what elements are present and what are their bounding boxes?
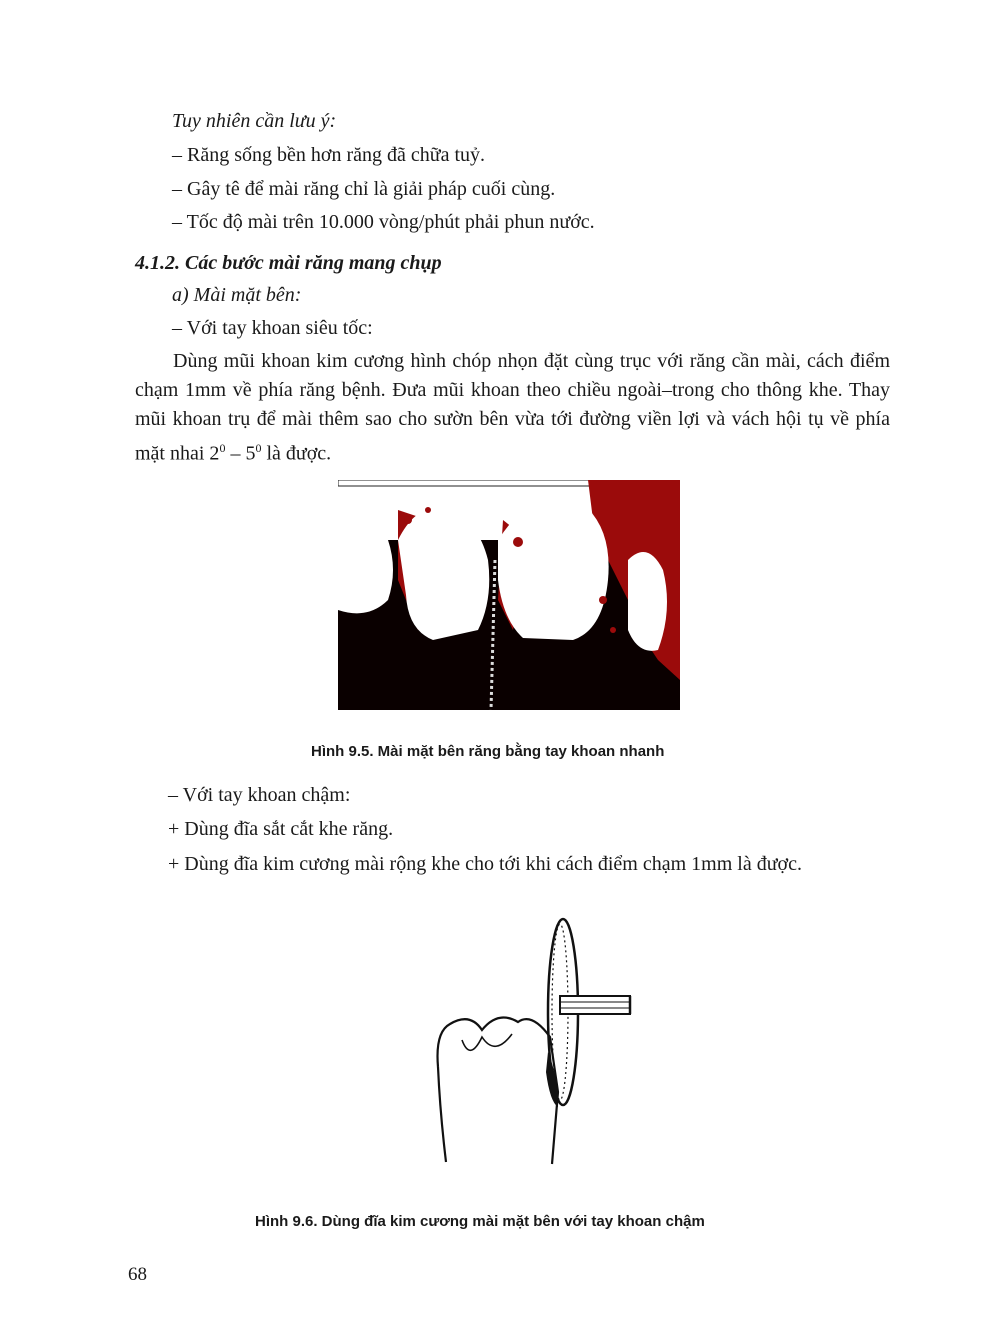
slow-item: + Dùng đĩa kim cương mài rộng khe cho tới khi cách điểm chạm 1mm là được. [168,853,802,875]
note-item: – Gây tê để mài răng chỉ là giải pháp cuối cùng. [172,178,556,200]
note-item: – Răng sống bền hơn răng đã chữa tuỷ. [172,144,486,166]
angle-range-text: – 5 [225,442,256,465]
subsection-title: a) Mài mặt bên: [172,284,302,306]
paragraph-end-text: là được. [261,442,332,465]
degree-sup: 0 [219,441,226,455]
section-title: 4.1.2. Các bước mài răng mang chụp [135,252,442,274]
degree-sup: 0 [255,441,262,455]
procedure-paragraph [135,347,890,469]
figure-caption: Hình 9.6. Dùng đĩa kim cương mài mặt bên với tay khoan chậm [255,1213,705,1230]
note-item: – Tốc độ mài trên 10.000 vòng/phút phải phun nước. [172,211,595,233]
teeth-grinding-photo [338,480,680,710]
paragraph-text: Dùng mũi khoan kim cương hình chóp nhọn đặt cùng trục với răng cần mài, cách điểm chạm 1mm về phía răng bệnh. Đưa mũi khoan theo chiều ngoài–trong cho thông khe. Thay mũi khoan trụ để mài thêm sao cho sườn bên vừa tới đường viền lợi và vách hội tụ về phía mặt nhai 2 [135,350,890,465]
note-heading: Tuy nhiên cần lưu ý: [172,110,337,132]
disc-on-tooth-drawing [420,912,650,1172]
slow-item: + Dùng đĩa sắt cắt khe răng. [168,818,394,840]
slow-handpiece-label: – Với tay khoan chậm: [168,784,351,806]
page-number: 68 [128,1264,147,1285]
figure-caption: Hình 9.5. Mài mặt bên răng bằng tay khoan nhanh [311,743,665,760]
fast-handpiece-label: – Với tay khoan siêu tốc: [172,317,373,339]
